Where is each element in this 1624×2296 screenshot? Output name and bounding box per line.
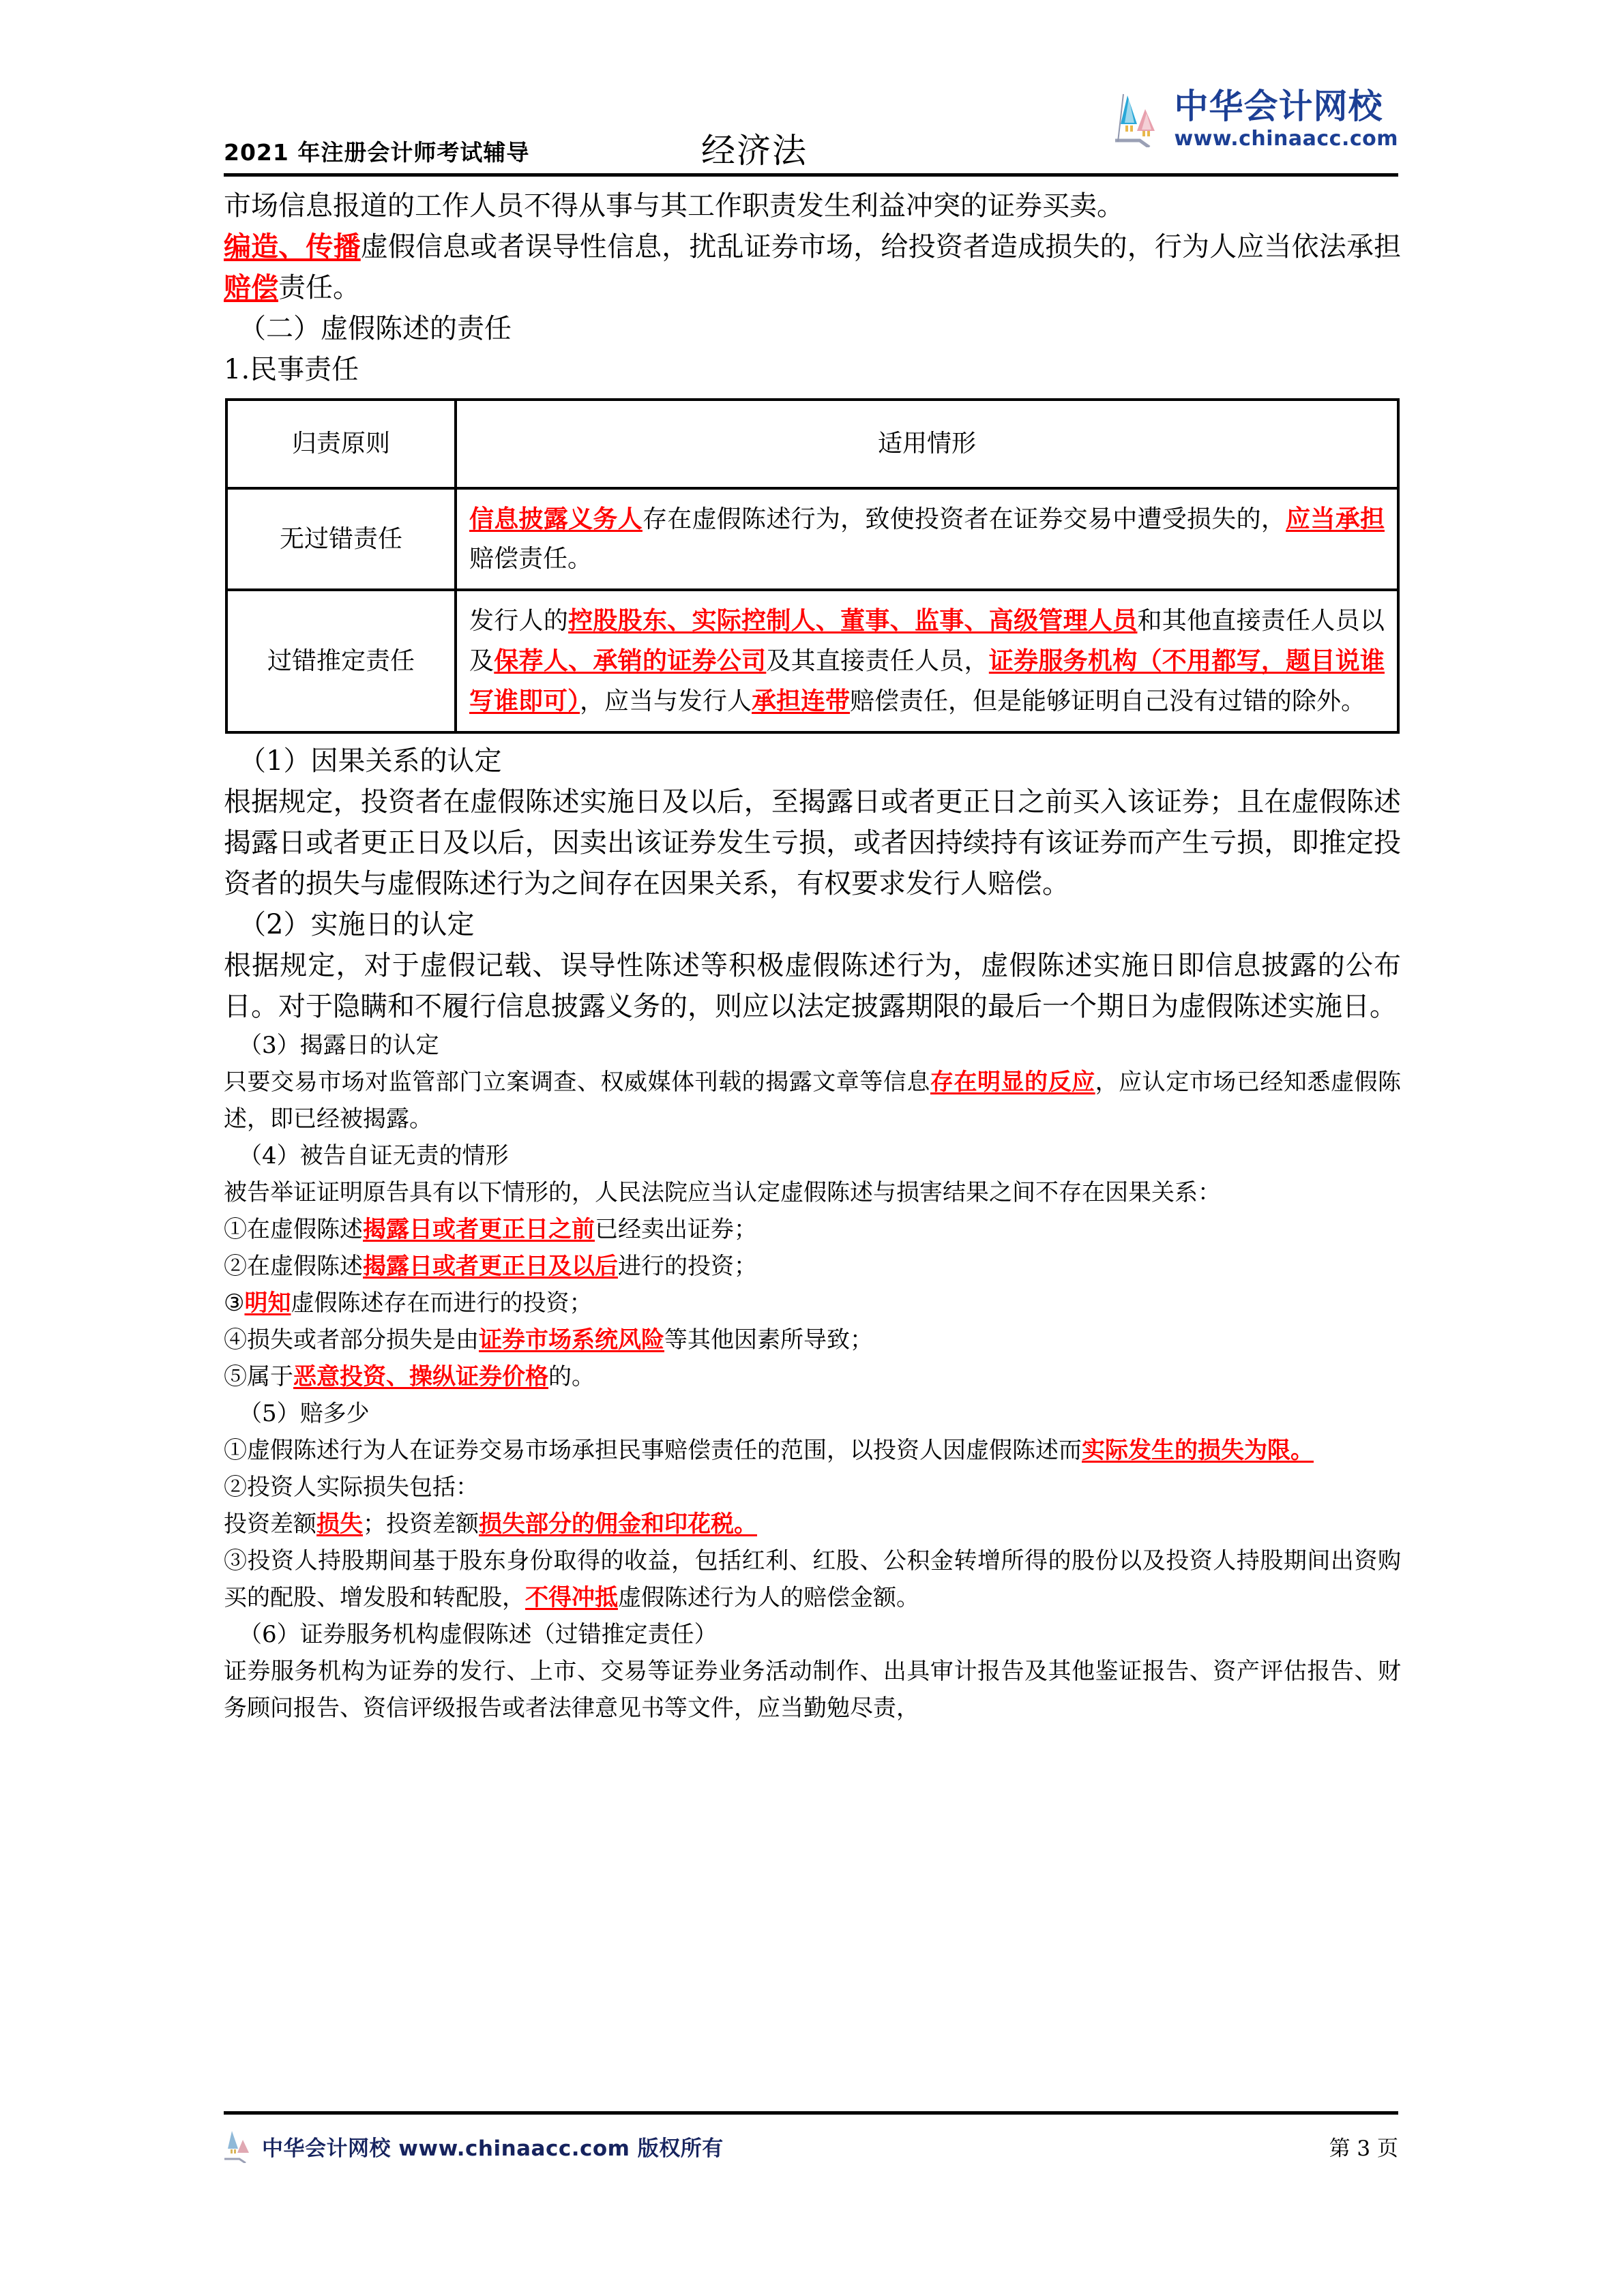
- paragraph-market-info: 市场信息报道的工作人员不得从事与其工作职责发生利益冲突的证券买卖。: [224, 190, 1124, 222]
- text-l2-1a: 虚假陈述行为人在证券交易市场承担民事赔偿责任的范围，以投资人因虚假陈述而: [247, 1437, 1082, 1464]
- list-marker-2: ②: [224, 1253, 247, 1280]
- list-marker-1: ①: [224, 1216, 247, 1243]
- text-loss-1: 投资差额: [224, 1510, 316, 1538]
- heading-implementation-date: （2）实施日的认定: [239, 909, 475, 940]
- highlight-obvious-reaction: 存在明显的反应: [930, 1069, 1095, 1096]
- list-item: [224, 1542, 1401, 1616]
- site-logo: [1114, 82, 1398, 157]
- highlight-disclosure-obligor: 信息披露义务人: [469, 505, 643, 533]
- highlight-compensation: 赔偿: [224, 271, 278, 303]
- text-l2-2a: 投资人实际损失包括：: [247, 1474, 479, 1501]
- paragraph-defendant-defense-body: 被告举证证明原告具有以下情形的，人民法院应当认定虚假陈述与损害结果之间不存在因果关系：: [224, 1179, 1221, 1206]
- list-item: [224, 1469, 1401, 1506]
- highlight-actual-loss-limit: 实际发生的损失为限。: [1082, 1437, 1314, 1464]
- list-marker-5: ⑤: [224, 1363, 247, 1390]
- paragraph-fabricate-spread: [224, 226, 1401, 308]
- table-header-situation: 适用情形: [456, 400, 1398, 488]
- table-header-principle: 归责原则: [226, 400, 456, 488]
- footer-copyright-text: 中华会计网校 www.chinaacc.com 版权所有: [262, 2136, 724, 2161]
- heading-disclosure-date: （3）揭露日的认定: [239, 1032, 439, 1059]
- highlight-malicious-investment: 恶意投资、操纵证券价格: [293, 1363, 548, 1390]
- paragraph-service-institution-body: 证券服务机构为证券的发行、上市、交易等证券业务活动制作、出具审计报告及其他鉴证报告、资产评估报告、财务顾问报告、资信评级报告或者法律意见书等文件，应当勤勉尽责，: [224, 1658, 1401, 1722]
- text-pf-4: ，应当与发行人: [580, 687, 752, 715]
- highlight-sponsor-underwriter: 保荐人、承销的证券公司: [494, 646, 767, 675]
- list-item: [224, 1211, 1401, 1248]
- list-marker-7: ②: [224, 1474, 247, 1501]
- footer-divider: [224, 2111, 1398, 2115]
- header-subject-title: 经济法: [701, 131, 808, 170]
- table-cell-situation-no-fault: [456, 488, 1398, 590]
- table-row: [226, 590, 1398, 732]
- list-marker-3: ③: [224, 1289, 245, 1317]
- table-header-row: [226, 400, 1398, 488]
- header-course-line: 2021 年注册会计师考试辅导: [224, 139, 530, 166]
- footer-brand: [224, 2129, 724, 2163]
- list-item: [224, 1248, 1401, 1285]
- logo-mark-icon: [1114, 91, 1164, 147]
- text-pf-3: 及其直接责任人员，: [766, 647, 989, 675]
- page-footer: [224, 2122, 1398, 2170]
- highlight-service-institutions: 证券服务机构（不用都写，题目说谁写谁即可）: [469, 646, 1385, 715]
- text-l3-1b: 虚假陈述行为人的赔偿金额。: [618, 1584, 919, 1611]
- highlight-shall-bear: 应当承担: [1286, 505, 1385, 533]
- text-l1-4b: 等其他因素所导致；: [664, 1326, 873, 1354]
- list-marker-8: ③: [224, 1547, 248, 1575]
- highlight-joint-liability: 承担连带: [752, 687, 851, 715]
- heading-service-institution-false-statement: （6）证券服务机构虚假陈述（过错推定责任）: [239, 1621, 718, 1648]
- logo-name-text: 中华会计网校: [1174, 87, 1383, 126]
- table-row: [226, 488, 1398, 590]
- text-l1-4a: 损失或者部分损失是由: [247, 1326, 479, 1354]
- text-l1-1b: 已经卖出证券；: [595, 1216, 757, 1243]
- list-marker-4: ④: [224, 1326, 247, 1354]
- highlight-knowingly: 明知: [244, 1289, 291, 1317]
- text-l1-2b: 进行的投资；: [618, 1253, 757, 1280]
- liability-table: [225, 398, 1400, 734]
- table-cell-situation-presumed-fault: [456, 590, 1398, 732]
- text-loss-2: ；投资差额: [363, 1510, 479, 1538]
- text-l3-1a: 投资人持股期间基于股东身份取得的收益，包括红利、红股、公积金转增所得的股份以及投资人持股期间出资购买的配股、增发股和转配股，: [224, 1547, 1401, 1611]
- text-fabricate-end: 责任。: [278, 272, 360, 303]
- highlight-systemic-risk: 证券市场系统风险: [479, 1326, 664, 1354]
- text-pf-5: 赔偿责任，但是能够证明自己没有过错的除外。: [850, 687, 1366, 715]
- heading-civil-liability: 1.民事责任: [224, 354, 359, 385]
- list-item: [224, 1285, 1401, 1322]
- list-item: [224, 1432, 1401, 1469]
- text-l1-3b: 虚假陈述存在而进行的投资；: [291, 1289, 593, 1317]
- highlight-fabricate: 编造、传播: [224, 230, 361, 263]
- paragraph-causation-body: 根据规定，投资者在虚假陈述实施日及以后，至揭露日或者更正日之前买入该证券；且在虚假陈述揭露日或者更正日及以后，因卖出该证券发生亏损，或者因持续持有该证券而产生亏损，即推定投资者的损失与虚假陈述行为之间存在因果关系，有权要求发行人赔偿。: [224, 786, 1401, 899]
- footer-page-number: 第 3 页: [1329, 2136, 1398, 2161]
- document-body: [224, 185, 1401, 1727]
- text-nofault-1: 存在虚假陈述行为，致使投资者在证券交易中遭受损失的，: [642, 505, 1286, 533]
- text-l1-5b: 的。: [548, 1363, 595, 1390]
- paragraph-implementation-date-body: 根据规定，对于虚假记载、误导性陈述等积极虚假陈述行为，虚假陈述实施日即信息披露的公布日。对于隐瞒和不履行信息披露义务的，则应以法定披露期限的最后一个期日为虚假陈述实施日。: [224, 950, 1401, 1022]
- text-dd-1: 只要交易市场对监管部门立案调查、权威媒体刊载的揭露文章等信息: [224, 1069, 930, 1096]
- text-l1-5a: 属于: [247, 1363, 293, 1390]
- heading-defendant-defense: （4）被告自证无责的情形: [239, 1142, 509, 1169]
- text-fabricate-mid: 虚假信息或者误导性信息，扰乱证券市场，给投资者造成损失的，行为人应当依法承担: [360, 231, 1402, 263]
- footer-logo-icon: [224, 2129, 255, 2163]
- highlight-before-disclosure-date: 揭露日或者更正日之前: [363, 1216, 595, 1243]
- heading-false-statement-liability: （二）虚假陈述的责任: [239, 313, 512, 344]
- highlight-no-offset: 不得冲抵: [525, 1584, 618, 1611]
- list-item: [224, 1358, 1401, 1395]
- page-header: [224, 82, 1398, 174]
- logo-url-text: www.chinaacc.com: [1174, 127, 1398, 151]
- table-cell-principle-presumed-fault: 过错推定责任: [226, 590, 456, 732]
- list-item: [224, 1322, 1401, 1358]
- text-pf-1: 发行人的: [469, 607, 569, 635]
- highlight-controlling-shareholders: 控股股东、实际控制人、董事、监事、高级管理人员: [568, 606, 1138, 635]
- table-cell-principle-no-fault: 无过错责任: [226, 488, 456, 590]
- text-dd-2: ，应认定市场已经知悉虚假陈述，即已经被揭露。: [224, 1069, 1402, 1133]
- highlight-commission-stamp-tax: 损失部分的佣金和印花税。: [479, 1510, 757, 1538]
- heading-how-much-compensation: （5）赔多少: [239, 1400, 370, 1427]
- highlight-after-disclosure-date: 揭露日或者更正日及以后: [363, 1253, 618, 1280]
- paragraph-loss-components: [224, 1506, 1401, 1542]
- text-nofault-2: 赔偿责任。: [469, 545, 593, 573]
- text-pf-2: 和其他直接责任人员以及: [469, 607, 1385, 675]
- heading-causation: （1）因果关系的认定: [239, 745, 502, 777]
- paragraph-disclosure-date-body: [224, 1064, 1401, 1137]
- list-marker-6: ①: [224, 1437, 247, 1464]
- highlight-loss: 损失: [316, 1510, 363, 1538]
- text-l1-2a: 在虚假陈述: [247, 1253, 363, 1280]
- header-divider: [224, 173, 1398, 177]
- text-l1-1a: 在虚假陈述: [247, 1216, 363, 1243]
